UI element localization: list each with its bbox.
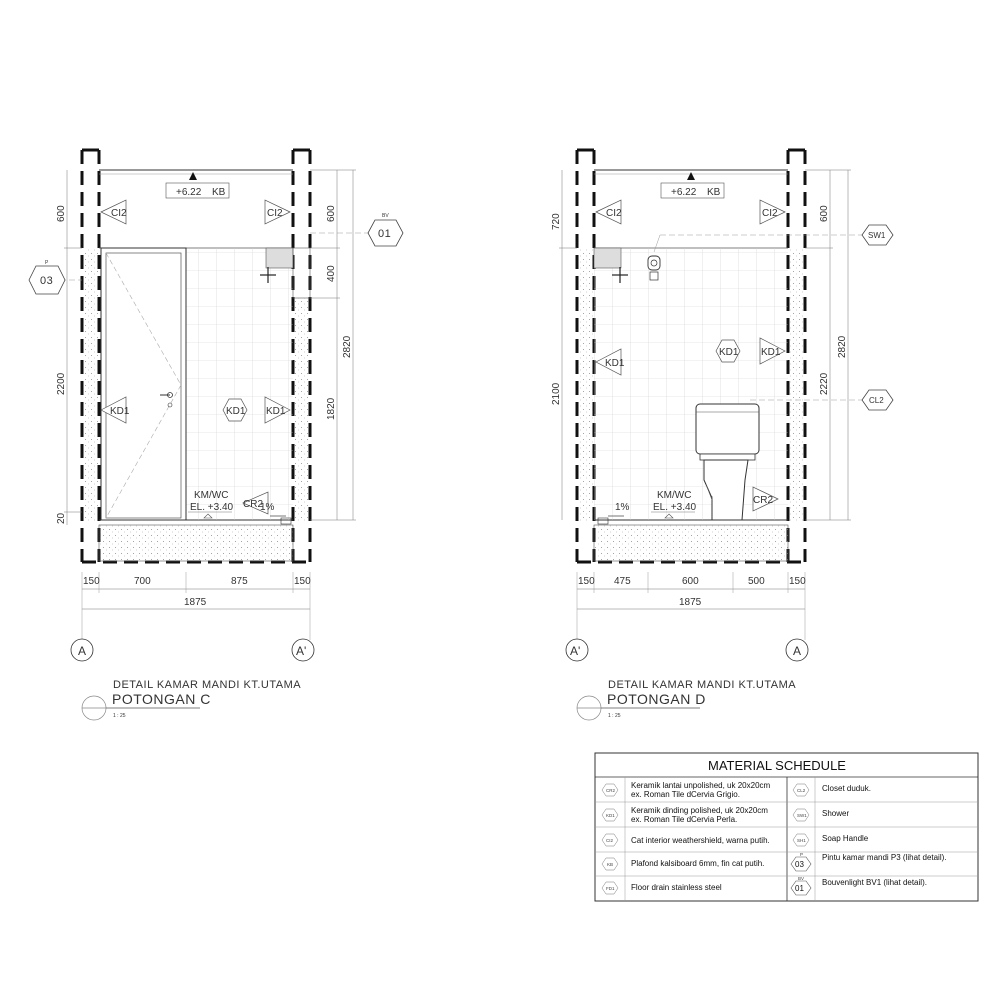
schedule-code-bv: 01 [795,884,804,893]
wall-left [82,150,99,562]
schedule-code-bv-top: BV [798,876,805,881]
schedule-code-cr2: CR2 [606,788,616,793]
dim-left-720: 720 [551,213,562,230]
dim-bottom-150b: 150 [789,576,806,587]
callout-cl2: CL2 [869,396,884,405]
schedule-code-p: 03 [795,860,804,869]
callout-p-num: 03 [40,275,54,287]
schedule-code-kb: KB [607,862,614,867]
schedule-code-sw1: SW1 [797,813,807,818]
schedule-item-cr2-line1: Keramik lantai unpolished, uk 20x20cm [631,781,771,790]
tag-kd1-right: KD1 [266,406,286,417]
tag-cr2: CR2 [243,499,264,510]
dim-bottom-475: 475 [614,576,631,587]
section-d [551,150,893,720]
dim-right-600: 600 [819,205,830,222]
dim-bottom-600: 600 [682,576,699,587]
dim-right-1820: 1820 [326,397,337,420]
schedule-code-kd1: KD1 [606,813,615,818]
dim-bottom-700: 700 [134,576,151,587]
dim-right-2820: 2820 [342,335,353,358]
tag-ci2-left: CI2 [606,208,622,219]
schedule-item-fd1: Floor drain stainless steel [631,883,722,892]
dim-right-2220: 2220 [819,372,830,395]
dim-bottom-500: 500 [748,576,765,587]
tag-ci2-left: CI2 [111,208,127,219]
dim-left-600: 600 [56,205,67,222]
tag-kd1-center: KD1 [719,347,739,358]
grid-label-left: A' [570,644,581,658]
callout-bv-top: BV [382,213,389,219]
wall-right [788,150,805,562]
dim-left-2100: 2100 [551,382,562,405]
tag-ci2-right: CI2 [267,208,283,219]
schedule-title: MATERIAL SCHEDULE [708,758,846,773]
grid-label-left: A [78,644,87,658]
schedule-code-sh1: SH1 [797,838,806,843]
material-schedule [595,753,978,901]
callout-sw1: SW1 [868,231,886,240]
floor-level: EL. +3.40 [190,502,234,513]
slope-label: 1% [615,502,630,513]
schedule-item-sh1: Soap Handle [822,834,869,843]
section-c [29,150,403,720]
ceiling-level: +6.22 [176,187,202,198]
slope-label: 1% [260,502,275,513]
schedule-item-kd1-line1: Keramik dinding polished, uk 20x20cm [631,806,768,815]
schedule-item-p3: Pintu kamar mandi P3 (lihat detail). [822,853,947,862]
tag-kd1-door: KD1 [110,406,130,417]
drawing-scale: 1 : 25 [608,713,621,719]
dim-bottom-875: 875 [231,576,248,587]
dim-bottom-150b: 150 [294,576,311,587]
dim-bottom-150a: 150 [578,576,595,587]
schedule-item-bv1: Bouvenlight BV1 (lihat detail). [822,878,927,887]
grid-label-right: A' [296,644,307,658]
door [101,248,186,520]
schedule-item-ci2: Cat interior weathershield, warna putih. [631,836,770,845]
tag-cr2: CR2 [753,495,774,506]
schedule-code-ci2: CI2 [606,838,614,843]
schedule-item-kb: Plafond kalsiboard 6mm, fin cat putih. [631,859,765,868]
drawing-scale: 1 : 25 [113,713,126,719]
schedule-item-sw1: Shower [822,809,850,818]
tag-kd1-center: KD1 [226,406,246,417]
ceiling-code: KB [212,187,226,198]
dim-total: 1875 [184,597,207,608]
schedule-code-fd1: FD1 [606,886,615,891]
drawing-title-line2: POTONGAN C [112,691,211,707]
callout-bv-num: 01 [378,228,392,240]
shower-icon [648,256,660,280]
floor-room: KM/WC [657,490,692,501]
floor-room: KM/WC [194,490,229,501]
tag-kd1-right: KD1 [761,347,781,358]
schedule-item-kd1-line2: ex. Roman Tile dCervia Perla. [631,815,738,824]
dim-left-20: 20 [56,512,67,524]
wall-left [577,150,594,562]
dim-total: 1875 [679,597,702,608]
dim-right-400: 400 [326,265,337,282]
ceiling-level: +6.22 [671,187,697,198]
schedule-code-cl2: CL2 [797,788,806,793]
callout-p-top: P [45,260,49,266]
dim-left-2200: 2200 [56,372,67,395]
grid-label-right: A [793,644,802,658]
dim-bottom-150a: 150 [83,576,100,587]
drawing-title-line2: POTONGAN D [607,691,706,707]
dim-right-2820: 2820 [837,335,848,358]
tag-ci2-right: CI2 [762,208,778,219]
wall-right [293,150,310,562]
schedule-item-cr2-line2: ex. Roman Tile dCervia Grigio. [631,790,740,799]
drawing-title-line1: DETAIL KAMAR MANDI KT.UTAMA [608,679,797,691]
schedule-code-p-top: P [800,852,804,857]
schedule-item-cl2: Closet duduk. [822,784,871,793]
dim-right-600: 600 [326,205,337,222]
drawing-title-line1: DETAIL KAMAR MANDI KT.UTAMA [113,679,302,691]
tag-kd1-left: KD1 [605,358,625,369]
ceiling-code: KB [707,187,721,198]
floor-level: EL. +3.40 [653,502,697,513]
